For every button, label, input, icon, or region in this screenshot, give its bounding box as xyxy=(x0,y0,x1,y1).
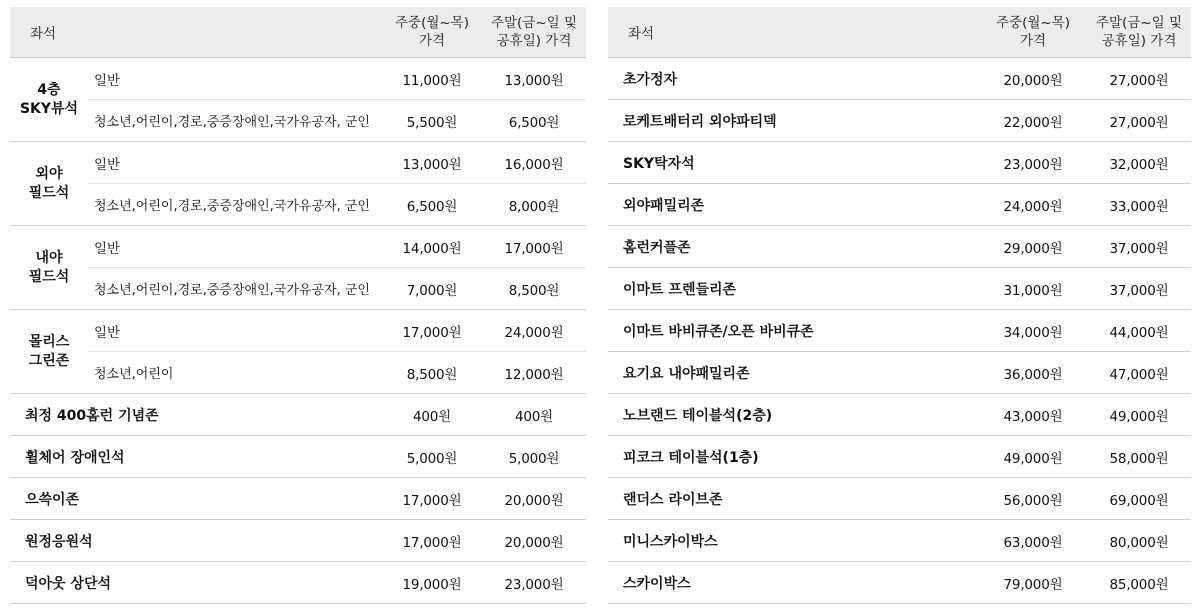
right-table-body xyxy=(608,58,1191,604)
table-row xyxy=(10,436,586,478)
left-header-row xyxy=(10,7,586,58)
left-table-body xyxy=(10,58,586,604)
weekday-price: 400원 xyxy=(382,394,482,436)
table-row xyxy=(10,478,586,520)
weekend-price: 20,000원 xyxy=(482,478,586,520)
seat-name: 스카이박스 xyxy=(608,562,979,604)
right-header-row xyxy=(608,7,1191,58)
right-price-table xyxy=(608,7,1191,604)
weekend-price: 80,000원 xyxy=(1087,520,1191,562)
weekday-price: 17,000원 xyxy=(382,520,482,562)
ticket-type: 청소년,어린이,경로,중증장애인,국가유공자, 군인 xyxy=(88,184,382,226)
weekday-price: 5,500원 xyxy=(382,100,482,142)
table-row xyxy=(10,394,586,436)
seat-name: 초가정자 xyxy=(608,58,979,100)
weekday-price: 8,500원 xyxy=(382,352,482,394)
weekend-price: 27,000원 xyxy=(1087,100,1191,142)
seat-name: 요기요 내야패밀리존 xyxy=(608,352,979,394)
weekday-price: 19,000원 xyxy=(382,562,482,604)
weekday-price: 5,000원 xyxy=(382,436,482,478)
seat-name: 이마트 바비큐존/오픈 바비큐존 xyxy=(608,310,979,352)
weekend-price: 24,000원 xyxy=(482,310,586,352)
weekend-price: 37,000원 xyxy=(1087,268,1191,310)
weekend-price: 5,000원 xyxy=(482,436,586,478)
weekend-price: 69,000원 xyxy=(1087,478,1191,520)
weekday-price: 63,000원 xyxy=(979,520,1087,562)
weekend-price: 23,000원 xyxy=(482,562,586,604)
weekday-price: 7,000원 xyxy=(382,268,482,310)
weekend-price: 6,500원 xyxy=(482,100,586,142)
weekend-price: 400원 xyxy=(482,394,586,436)
table-row xyxy=(608,184,1191,226)
table-row xyxy=(10,100,586,142)
seat-name: 노브랜드 테이블석(2층) xyxy=(608,394,979,436)
ticket-type: 일반 xyxy=(88,142,382,184)
weekday-header: 주중(월~목) 가격 xyxy=(382,7,482,58)
seat-header: 좌석 xyxy=(608,7,979,58)
weekday-price: 14,000원 xyxy=(382,226,482,268)
seat-name: 으쓱이존 xyxy=(10,478,382,520)
weekend-price: 58,000원 xyxy=(1087,436,1191,478)
weekend-price: 17,000원 xyxy=(482,226,586,268)
weekday-price: 31,000원 xyxy=(979,268,1087,310)
table-row xyxy=(608,142,1191,184)
weekend-price: 37,000원 xyxy=(1087,226,1191,268)
seat-name: 덕아웃 상단석 xyxy=(10,562,382,604)
ticket-type: 일반 xyxy=(88,310,382,352)
weekday-price: 23,000원 xyxy=(979,142,1087,184)
seat-name: 로케트배터리 외야파티덱 xyxy=(608,100,979,142)
seat-name: 랜더스 라이브존 xyxy=(608,478,979,520)
weekend-price: 32,000원 xyxy=(1087,142,1191,184)
table-row xyxy=(608,352,1191,394)
seat-group-name: 외야 필드석 xyxy=(10,142,88,226)
table-row xyxy=(608,520,1191,562)
weekday-price: 20,000원 xyxy=(979,58,1087,100)
table-row xyxy=(608,310,1191,352)
seat-name: 외야패밀리존 xyxy=(608,184,979,226)
table-row xyxy=(608,226,1191,268)
weekend-price: 33,000원 xyxy=(1087,184,1191,226)
ticket-type: 청소년,어린이,경로,중증장애인,국가유공자, 군인 xyxy=(88,100,382,142)
table-row xyxy=(10,142,586,184)
table-row xyxy=(608,436,1191,478)
weekend-price: 47,000원 xyxy=(1087,352,1191,394)
seat-group-name: 몰리스 그린존 xyxy=(10,310,88,394)
weekday-price: 13,000원 xyxy=(382,142,482,184)
weekend-header: 주말(금~일 및 공휴일) 가격 xyxy=(1087,7,1191,58)
table-row xyxy=(10,226,586,268)
table-row xyxy=(10,352,586,394)
weekday-price: 34,000원 xyxy=(979,310,1087,352)
weekday-header: 주중(월~목) 가격 xyxy=(979,7,1087,58)
seat-group-name: 4층 SKY뷰석 xyxy=(10,58,88,142)
table-row xyxy=(608,394,1191,436)
weekend-price: 85,000원 xyxy=(1087,562,1191,604)
seat-name: 최정 400홈런 기념존 xyxy=(10,394,382,436)
weekend-price: 27,000원 xyxy=(1087,58,1191,100)
table-row xyxy=(10,184,586,226)
weekend-price: 44,000원 xyxy=(1087,310,1191,352)
seat-name: 원정응원석 xyxy=(10,520,382,562)
weekday-price: 22,000원 xyxy=(979,100,1087,142)
weekend-price: 16,000원 xyxy=(482,142,586,184)
ticket-type: 청소년,어린이,경로,중증장애인,국가유공자, 군인 xyxy=(88,268,382,310)
ticket-type: 일반 xyxy=(88,58,382,100)
table-row xyxy=(608,478,1191,520)
weekday-price: 36,000원 xyxy=(979,352,1087,394)
weekday-price: 43,000원 xyxy=(979,394,1087,436)
weekday-price: 17,000원 xyxy=(382,310,482,352)
ticket-type: 일반 xyxy=(88,226,382,268)
weekday-price: 6,500원 xyxy=(382,184,482,226)
seat-group-name: 내야 필드석 xyxy=(10,226,88,310)
weekday-price: 49,000원 xyxy=(979,436,1087,478)
seat-header: 좌석 xyxy=(10,7,382,58)
weekend-price: 13,000원 xyxy=(482,58,586,100)
weekend-price: 8,500원 xyxy=(482,268,586,310)
weekday-price: 11,000원 xyxy=(382,58,482,100)
table-row xyxy=(608,562,1191,604)
seat-name: 휠체어 장애인석 xyxy=(10,436,382,478)
seat-name: 미니스카이박스 xyxy=(608,520,979,562)
table-row xyxy=(10,268,586,310)
table-row xyxy=(10,562,586,604)
left-price-table xyxy=(10,7,586,604)
weekday-price: 56,000원 xyxy=(979,478,1087,520)
seat-name: SKY탁자석 xyxy=(608,142,979,184)
table-row xyxy=(608,268,1191,310)
seat-name: 이마트 프렌들리존 xyxy=(608,268,979,310)
weekend-price: 20,000원 xyxy=(482,520,586,562)
ticket-type: 청소년,어린이 xyxy=(88,352,382,394)
table-row xyxy=(608,100,1191,142)
weekday-price: 17,000원 xyxy=(382,478,482,520)
weekend-price: 49,000원 xyxy=(1087,394,1191,436)
weekday-price: 79,000원 xyxy=(979,562,1087,604)
seat-name: 피코크 테이블석(1층) xyxy=(608,436,979,478)
table-row xyxy=(608,58,1191,100)
weekend-header: 주말(금~일 및 공휴일) 가격 xyxy=(482,7,586,58)
table-row xyxy=(10,58,586,100)
seat-name: 홈런커플존 xyxy=(608,226,979,268)
weekend-price: 8,000원 xyxy=(482,184,586,226)
weekday-price: 29,000원 xyxy=(979,226,1087,268)
weekday-price: 24,000원 xyxy=(979,184,1087,226)
table-row xyxy=(10,520,586,562)
weekend-price: 12,000원 xyxy=(482,352,586,394)
table-row xyxy=(10,310,586,352)
